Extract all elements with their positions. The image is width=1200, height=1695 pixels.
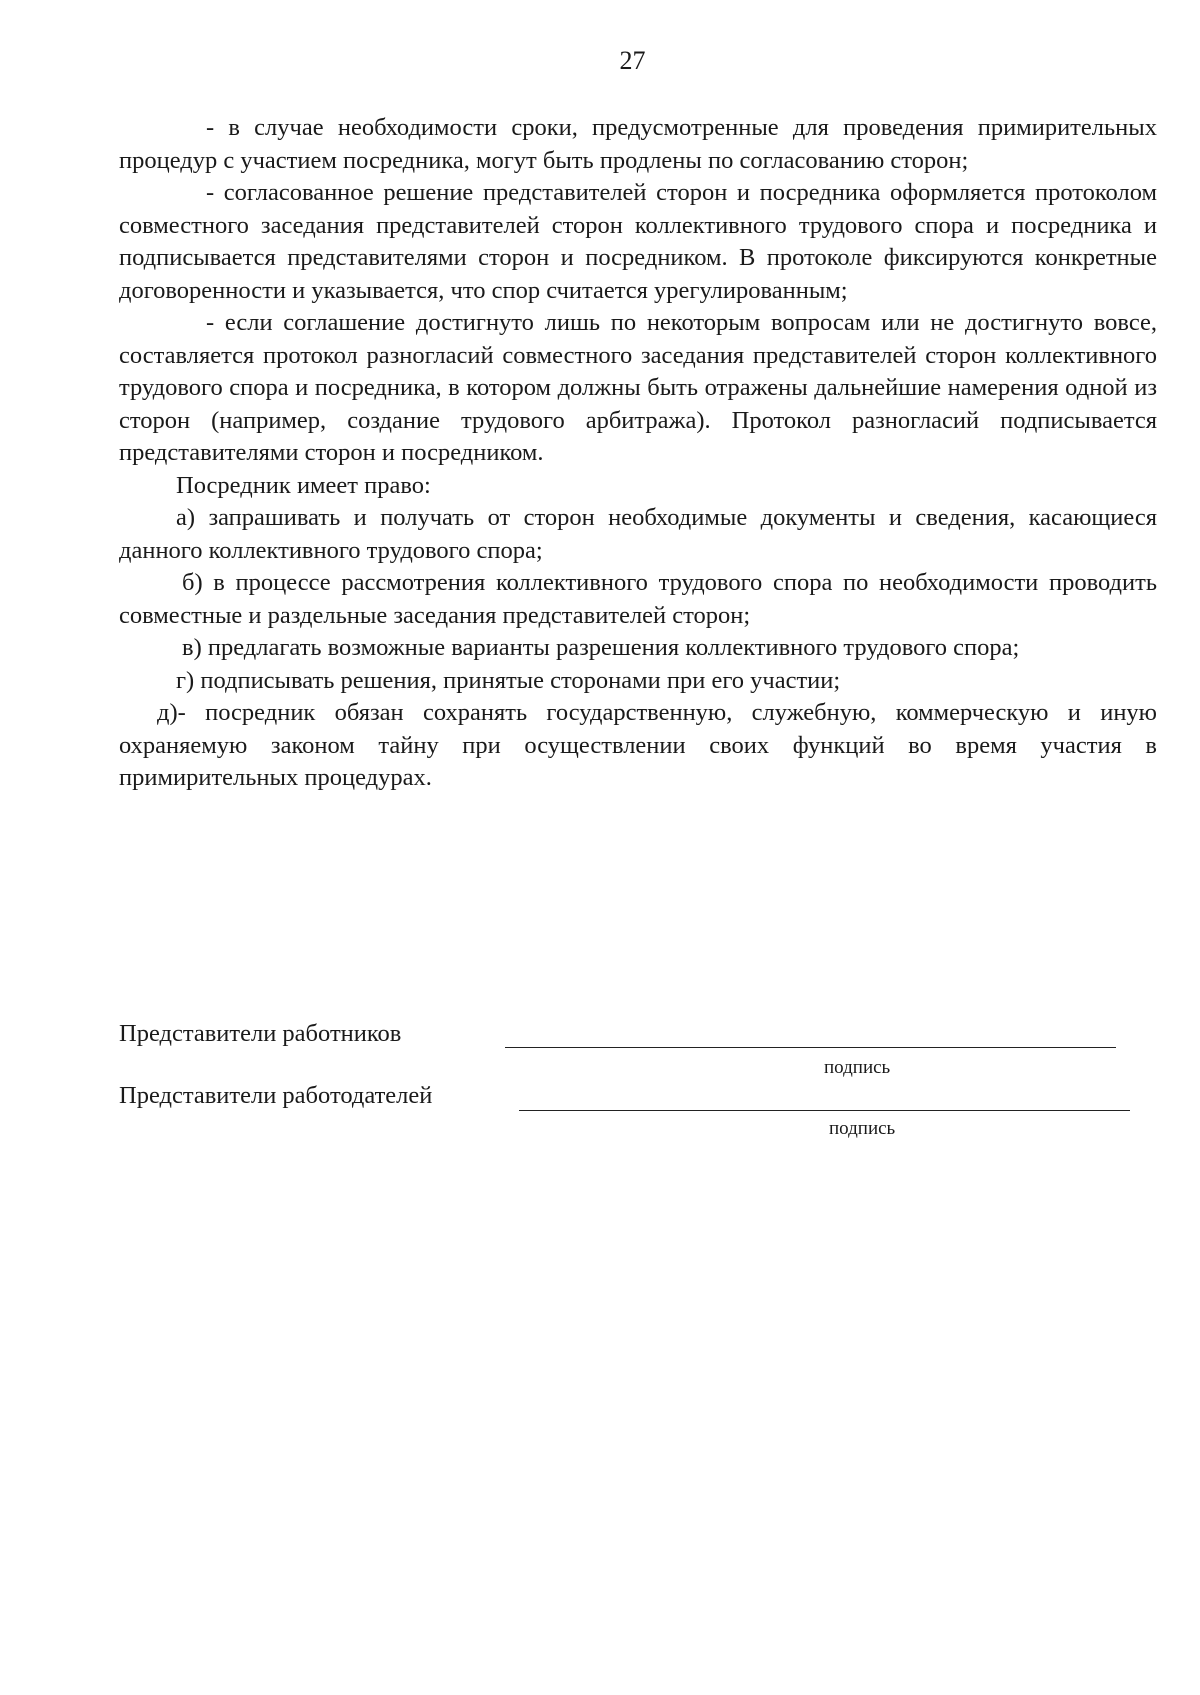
paragraph-extension-of-terms: - в случае необходимости сроки, предусмотренные для проведения примирительных процедур с участием посредника, могут быть продлены по согласованию сторон; bbox=[119, 114, 1157, 174]
paragraph-agreed-decision: - согласованное решение представителей сторон и посредника оформляется протоколом совместного заседания представителей сторон коллективного трудового спора и посредника и подписывается представителями сторон и посредником. В протоколе фиксируются конкретные договоренности и указывается, что спор считается урегулированным; bbox=[119, 179, 1157, 304]
paragraph-right-v: в) предлагать возможные варианты разрешения коллективного трудового спора; bbox=[182, 634, 1020, 661]
paragraph-right-a: а) запрашивать и получать от сторон необходимые документы и сведения, касающиеся данного коллективного трудового спора; bbox=[119, 504, 1157, 564]
employees-signature-caption: подпись bbox=[824, 1057, 891, 1078]
paragraph-mediator-rights-heading: Посредник имеет право: bbox=[176, 471, 431, 499]
paragraph-right-g: г) подписывать решения, принятые сторонами при его участии; bbox=[176, 666, 841, 694]
employers-representatives-label: Представители работодателей bbox=[119, 1082, 433, 1109]
employers-signature-line bbox=[519, 1110, 1130, 1111]
employees-signature-line bbox=[505, 1047, 1116, 1048]
employers-signature-caption: подпись bbox=[829, 1118, 896, 1139]
document-body bbox=[119, 112, 1157, 795]
page-number: 27 bbox=[619, 46, 646, 75]
employees-representatives-label: Представители работников bbox=[119, 1020, 402, 1047]
paragraph-right-d: д)- посредник обязан сохранять государственную, служебную, коммерческую и иную охраняемую законом тайну при осуществлении своих функций во время участия в примирительных процедурах. bbox=[119, 699, 1157, 791]
paragraph-disagreement-protocol: - если соглашение достигнуто лишь по некоторым вопросам или не достигнуто вовсе, составляется протокол разногласий совместного заседания представителей сторон коллективного трудового спора и посредника, в котором должны быть отражены дальнейшие намерения одной из сторон (например, создание трудового арбитража). Протокол разногласий подписывается представителями сторон и посредником. bbox=[119, 309, 1157, 466]
paragraph-right-b: б) в процессе рассмотрения коллективного трудового спора по необходимости проводить совместные и раздельные заседания представителей сторон; bbox=[119, 569, 1157, 629]
